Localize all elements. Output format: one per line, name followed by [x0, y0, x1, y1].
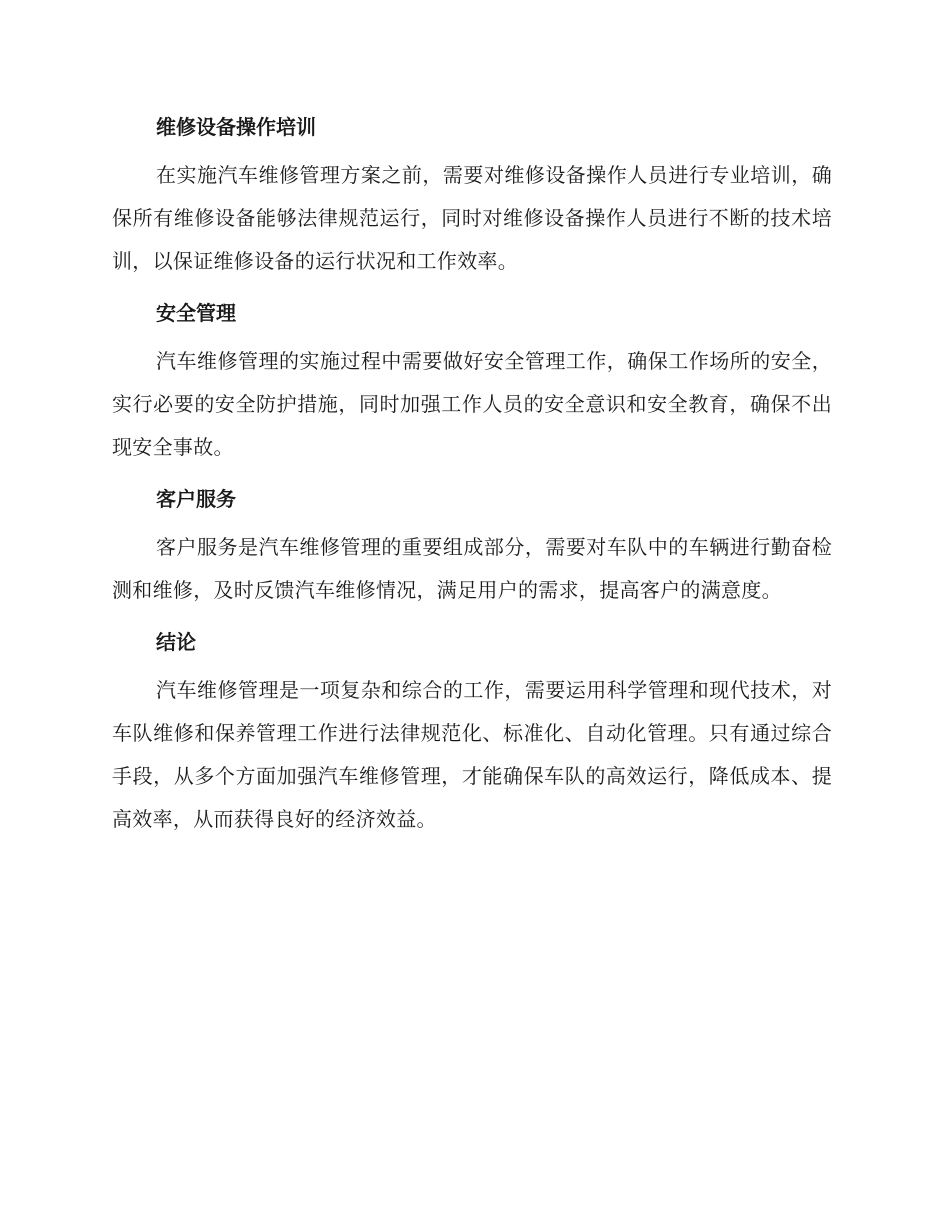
section-paragraph: 客户服务是汽车维修管理的重要组成部分，需要对车队中的车辆进行勤奋检测和维修，及时反馈汽车维修情况，满足用户的需求，提高客户的满意度。 [112, 535, 832, 602]
section-paragraph: 在实施汽车维修管理方案之前，需要对维修设备操作人员进行专业培训，确保所有维修设备能够法律规范运行，同时对维修设备操作人员进行不断的技术培训，以保证维修设备的运行状况和工作效率。 [112, 163, 832, 273]
section-heading: 客户服务 [156, 487, 236, 511]
section-heading: 维修设备操作培训 [156, 115, 316, 139]
document-page [112, 112, 832, 841]
section-heading: 安全管理 [156, 301, 236, 325]
section-paragraph: 汽车维修管理的实施过程中需要做好安全管理工作，确保工作场所的安全，实行必要的安全防护措施，同时加强工作人员的安全意识和安全教育，确保不出现安全事故。 [112, 349, 832, 459]
section-paragraph: 汽车维修管理是一项复杂和综合的工作，需要运用科学管理和现代技术，对车队维修和保养管理工作进行法律规范化、标准化、自动化管理。只有通过综合手段，从多个方面加强汽车维修管理，才能确保车队的高效运行，降低成本、提高效率，从而获得良好的经济效益。 [112, 678, 832, 831]
section-customer-service [112, 484, 832, 612]
section-equipment-training [112, 112, 832, 283]
section-conclusion [112, 627, 832, 841]
section-heading: 结论 [156, 630, 196, 654]
section-safety-management [112, 298, 832, 469]
